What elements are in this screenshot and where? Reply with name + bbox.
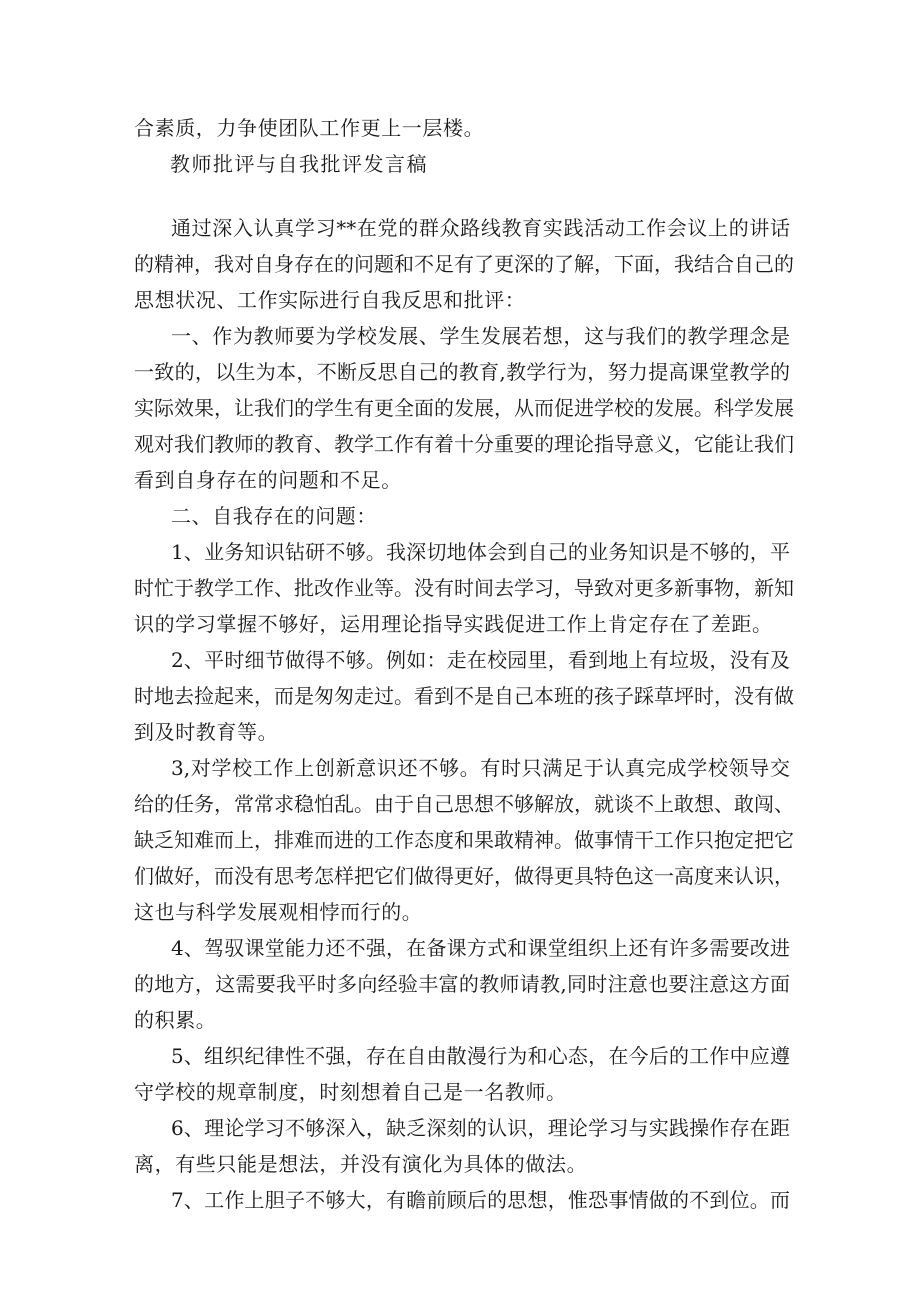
paragraph-line: 观对我们教师的教育、教学工作有着十分重要的理论指导意义，它能让我们 — [134, 432, 794, 456]
paragraph-line: 1、业务知识钻研不够。我深切地体会到自己的业务知识是不够的，平 — [171, 540, 790, 564]
paragraph-line: 7、工作上胆子不够大，有瞻前顾后的思想，惟恐事情做的不到位。而 — [171, 1188, 790, 1212]
paragraph-line: 一致的，以生为本，不断反思自己的教育,教学行为，努力提高课堂教学的 — [134, 360, 790, 384]
paragraph-line: 看到自身存在的问题和不足。 — [134, 468, 402, 492]
paragraph-line: 们做好，而没有思考怎样把它们做得更好，做得更具特色这一高度来认识， — [134, 864, 794, 888]
lead-line: 合素质，力争使团队工作更上一层楼。 — [134, 116, 485, 140]
paragraph-line: 的积累。 — [134, 1008, 217, 1032]
section-heading: 二、自我存在的问题： — [171, 504, 377, 528]
paragraph-line: 时地去捡起来，而是匆匆走过。看到不是自己本班的孩子踩草坪时，没有做 — [134, 684, 794, 708]
paragraph-line: 守学校的规章制度，时刻想着自己是一名教师。 — [134, 1080, 567, 1104]
paragraph-line: 离，有些只能是想法，并没有演化为具体的做法。 — [134, 1152, 588, 1176]
paragraph-line: 4、驾驭课堂能力还不强，在备课方式和课堂组织上还有许多需要改进 — [171, 936, 790, 960]
paragraph-line: 时忙于教学工作、批改作业等。没有时间去学习，导致对更多新事物，新知 — [134, 576, 794, 600]
paragraph-line: 给的任务，常常求稳怕乱。由于自己思想不够解放，就谈不上敢想、敢闯、 — [134, 792, 794, 816]
paragraph-line: 思想状况、工作实际进行自我反思和批评： — [134, 288, 526, 312]
paragraph-line: 这也与科学发展观相悖而行的。 — [134, 900, 423, 924]
document-title: 教师批评与自我批评发言稿 — [170, 152, 428, 176]
paragraph-line: 通过深入认真学习**在党的群众路线教育实践活动工作会议上的讲话 — [171, 216, 790, 240]
paragraph-line: 5、组织纪律性不强，存在自由散漫行为和心态，在今后的工作中应遵 — [171, 1044, 790, 1068]
paragraph-line: 识的学习掌握不够好，运用理论指导实践促进工作上肯定存在了差距。 — [134, 612, 773, 636]
paragraph-line: 一、作为教师要为学校发展、学生发展若想，这与我们的教学理念是 — [171, 324, 790, 348]
paragraph-line: 的精神，我对自身存在的问题和不足有了更深的了解，下面，我结合自己的 — [134, 252, 794, 276]
paragraph-line: 到及时教育等。 — [134, 720, 279, 744]
paragraph-line: 6、理论学习不够深入，缺乏深刻的认识，理论学习与实践操作存在距 — [171, 1116, 790, 1140]
paragraph-line: 缺乏知难而上，排难而进的工作态度和果敢精神。做事情干工作只抱定把它 — [134, 828, 794, 852]
paragraph-line: 的地方，这需要我平时多向经验丰富的教师请教,同时注意也要注意这方面 — [134, 972, 790, 996]
paragraph-line: 3,对学校工作上创新意识还不够。有时只满足于认真完成学校领导交 — [171, 756, 790, 780]
paragraph-line: 实际效果，让我们的学生有更全面的发展，从而促进学校的发展。科学发展 — [134, 396, 794, 420]
paragraph-line: 2、平时细节做得不够。例如：走在校园里，看到地上有垃圾，没有及 — [171, 648, 790, 672]
